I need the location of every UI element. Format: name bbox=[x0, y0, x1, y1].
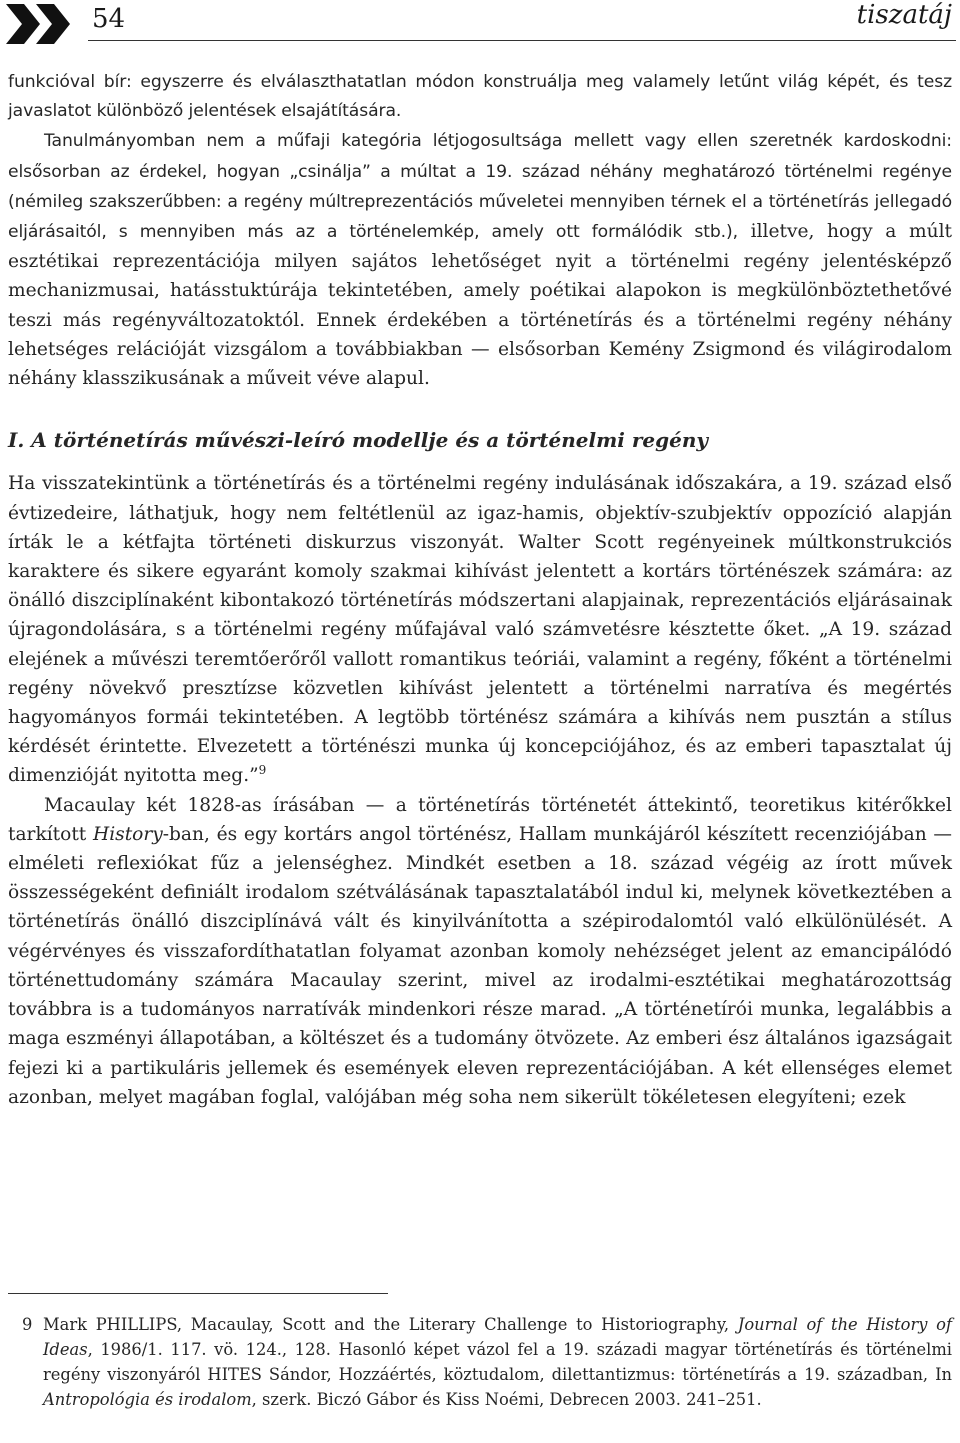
section-title: I. A történetírás művészi-leíró modellje és a történelmi regény bbox=[8, 428, 708, 453]
paragraph-1: funkcióval bír: egyszerre és elválaszthatatlan módon konstruálja meg valamely letűnt világ képét, és tesz javaslatot különböző jelentések elsajátítására. bbox=[8, 72, 952, 122]
paragraph-3-text: Ha visszatekintünk a történetírás és a történelmi regény indulásának időszakára, a 19. század első évtizedeire, láthatjuk, hogy nem feltétlenül az igaz-hamis, objektív-szubjektív oppozíció alapján írták le a kétfajta történeti diskurzus viszonyát. Walter Scott regényeinek múltkonstrukciós karaktere és sikere egyaránt komoly szakmai kihívást jelentett a kortárs történészek számára: az önálló diszciplínaként kibontakozó történetírás módszertani alapjainak, reprezentációs eljárásainak újragondolására, s a történelmi regény műfajával való számvetésre késztette őket. „A 19. század elejének a művészi teremtőerőről vallott romantikus teóriái, valamint a regény, főként a történelmi regény növekvő presztízse közvetlen kihívást jelentett a történelmi narratíva és megértés hagyományos formái tekintetében. A legtöbb történész számára a kihívás nem pusztán a stílus kérdését érintette. Elvezetett a történészi munka új koncepciójához, és az emberi tapasztalat új dimenzióját nyitotta meg.” bbox=[8, 473, 952, 787]
journal-name: tiszatáj bbox=[856, 0, 952, 30]
footnote-book-title: Antropológia és irodalom bbox=[43, 1390, 252, 1409]
paragraph-4-pre: Macaulay két 1828-as írásában — a történetírás történetét áttekintő, teoretikus kitérőkkel tarkított bbox=[8, 794, 952, 845]
footnote-text bbox=[43, 1312, 952, 1412]
paragraph-4 bbox=[8, 791, 952, 1112]
footnote-text-3: , szerk. Biczó Gábor és Kiss Noémi, Debrecen 2003. 241–251. bbox=[251, 1390, 762, 1409]
footnote bbox=[8, 1312, 952, 1412]
paragraph-2 bbox=[8, 126, 952, 393]
footnote-reference[interactable]: 9 bbox=[258, 763, 267, 778]
footnote-text-2: , 1986/1. 117. vö. 124., 128. Hasonló képet vázol fel a 19. századi magyar történetírás és történelmi regény viszonyáról HITES Sándor, Hozzáértés, köztudalom, dilettantizmus: történetírás a 19. században, In bbox=[43, 1340, 952, 1384]
page-number: 54 bbox=[92, 4, 126, 34]
article-body bbox=[8, 68, 952, 1112]
paragraph-3 bbox=[8, 469, 952, 790]
footnote-journal-title: Journal of the History of Ideas bbox=[43, 1315, 952, 1359]
footnote-text-1: Mark PHILLIPS, Macaulay, Scott and the Literary Challenge to Historiography, bbox=[43, 1315, 738, 1334]
paragraph-4-italic-title: History bbox=[92, 823, 163, 845]
double-chevron-logo-icon bbox=[6, 4, 84, 48]
header-rule bbox=[88, 40, 956, 41]
footnote-rule bbox=[8, 1293, 388, 1294]
page-header bbox=[0, 0, 960, 48]
footnote-number: 9 bbox=[22, 1315, 33, 1334]
paragraph-2-part-a: Tanulmányomban nem a műfaji kategória létjogosultsága mellett vagy ellen szeretnék kardoskodni: elsősorban az érdekel, hogyan „csinálja” a múltat a 19. század néhány meghatározó történelmi regénye (némileg szakszerűbben: a regény múltreprezentációs műveletei mennyiben térnek el a történetírás jellegadó eljárásaitól, s mennyiben más az a történelemkép, amely ott formálódik stb.), bbox=[8, 131, 952, 243]
paragraph-2-part-b: illetve, hogy a múlt esztétikai reprezentációja milyen sajátos lehetőséget nyit a történelmi regény jelentésképző mechanizmusai, hatásstuktúrája tekintetében, amely poétikai alapokon is megkülönböztethetővé teszi más regényváltozatoktól. Ennek érdekében a történetírás és a történelmi regény néhány lehetséges relációját vizsgálom a továbbiakban — elsősorban Kemény Zsigmond és világirodalom néhány klasszikusának a műveit véve alapul. bbox=[8, 221, 952, 390]
paragraph-4-post: -ban, és egy kortárs angol történész, Hallam munkájáról készített recenziójában — elméleti reflexiókat fűz a jelenséghez. Mindkét esetben a 18. század végéig az írott művek összességeként definiált irodalom szétválásának tapasztalatából indul ki, melynek következtében a történetírás önálló diszciplínává vált és kinyilvánította a szépirodalomtól való elkülönülését. A végérvényes és visszafordíthatatlan folyamat azonban komoly nehézséget jelent az emancipálódó történettudomány számára Macaulay szerint, mivel az irodalmi-esztétikai meghatározottság továbbra is a tudományos narratívák mindenkori része marad. „A történetírói munka, legalábbis a maga eszményi állapotában, a költészet és a tudomány ötvözete. Az emberi ész általános igazságait fejezi ki a partikuláris jellemek és események eleven reprezentációjában. A két ellenséges elemet azonban, melyet magában foglal, valójában még soha nem sikerült tökéletesen elegyíteni; ezek bbox=[8, 823, 952, 1108]
